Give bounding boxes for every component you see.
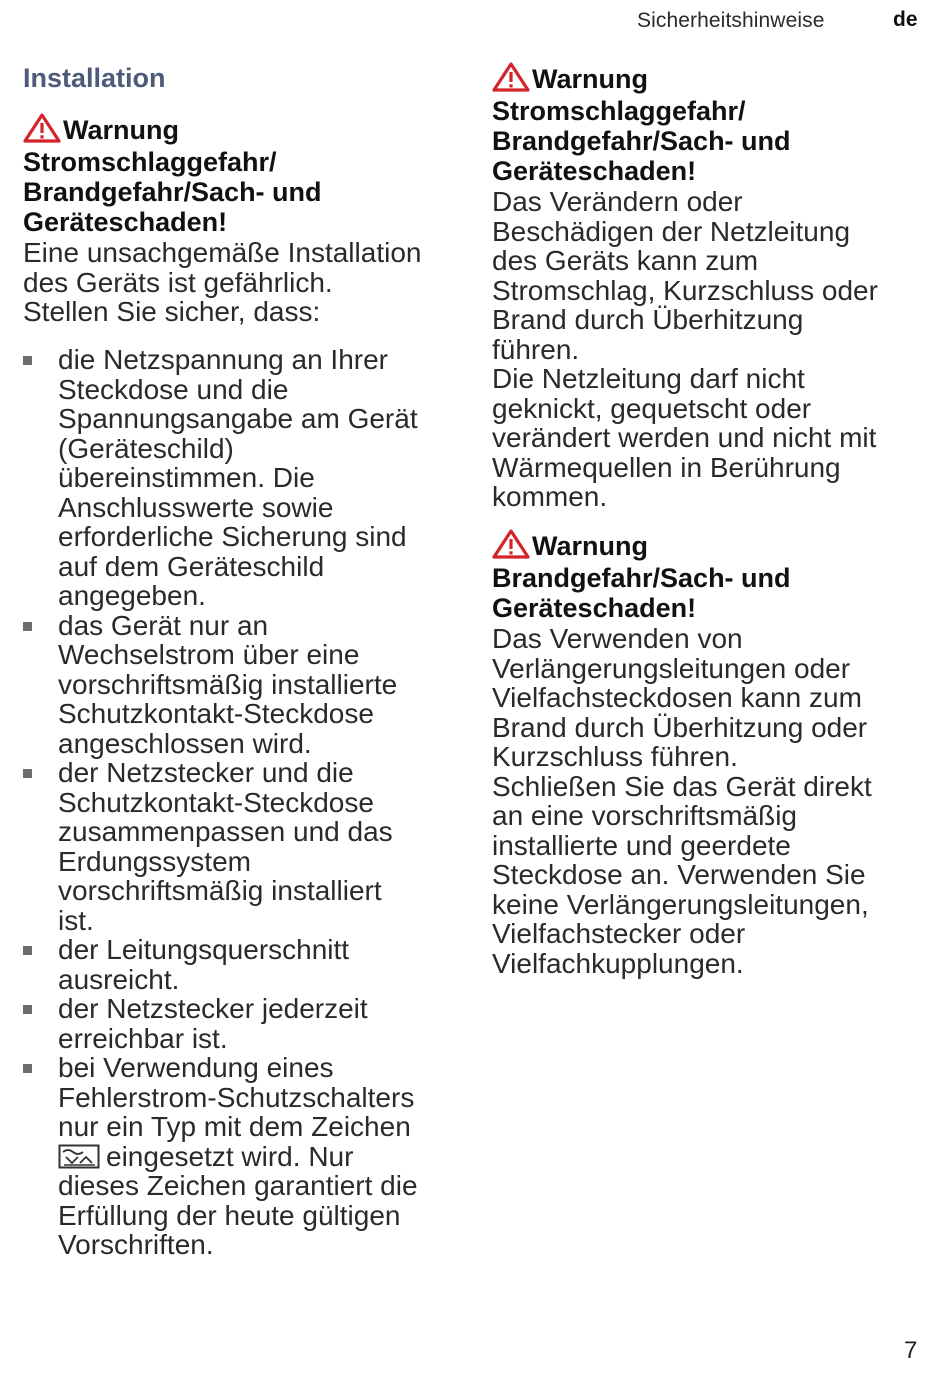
warning-label: Warnung	[63, 115, 179, 145]
list-item-line: vorschriftsmäßig installiert	[58, 875, 382, 906]
warning-title-line: Brandgefahr/Sach- und	[23, 177, 322, 207]
warning-intro	[23, 238, 453, 327]
warning-title-line: Stromschlaggefahr/	[23, 147, 277, 177]
body-line: Vielfachsteckdosen kann zum	[492, 682, 862, 713]
warning-triangle-icon	[23, 113, 61, 143]
body-line: Schließen Sie das Gerät direkt	[492, 770, 872, 802]
list-item-line: übereinstimmen. Die	[58, 462, 315, 493]
body-line: Beschädigen der Netzleitung	[492, 215, 851, 247]
intro-line: Eine unsachgemäße Installation	[23, 237, 422, 268]
warning-heading	[23, 113, 453, 145]
bullet-square-icon	[23, 356, 32, 365]
warning-body	[492, 187, 924, 512]
list-item	[23, 994, 453, 1053]
body-line: Brand durch Überhitzung oder	[492, 711, 868, 743]
list-item-line: Vorschriften.	[58, 1229, 214, 1260]
list-item-line: zusammenpassen und das	[58, 816, 393, 847]
warning-power-cord	[492, 62, 924, 512]
body-line: Steckdose an. Verwenden Sie	[492, 859, 866, 890]
body-line: Die Netzleitung darf nicht	[492, 363, 805, 394]
list-item-line: angegeben.	[58, 580, 206, 611]
list-item-line: Fehlerstrom-Schutzschalters	[58, 1081, 415, 1113]
list-item-line: (Geräteschild)	[58, 432, 234, 464]
warning-label: Warnung	[532, 64, 648, 94]
warning-title	[492, 96, 924, 186]
warning-heading	[492, 529, 924, 561]
list-item-line: Steckdose und die	[58, 373, 289, 405]
warning-title-line: Geräteschaden!	[23, 207, 228, 237]
list-item-line: Spannungsangabe am Gerät	[58, 403, 418, 434]
list-item-line: der Netzstecker jederzeit	[58, 993, 368, 1024]
body-line: Stromschlag, Kurzschluss oder	[492, 274, 878, 306]
warning-label: Warnung	[532, 531, 648, 561]
body-line: des Geräts kann zum	[492, 245, 759, 276]
body-line: geknickt, gequetscht oder	[492, 392, 812, 424]
requirements-list	[23, 345, 453, 1260]
list-item-line: Anschlusswerte sowie	[58, 491, 334, 523]
warning-body	[492, 624, 924, 978]
body-line: Das Verwenden von	[492, 623, 743, 654]
body-line: führen.	[492, 333, 580, 365]
body-line: Vielfachstecker oder	[492, 918, 746, 949]
body-line: Das Verändern oder	[492, 186, 743, 217]
intro-line: Stellen Sie sicher, dass:	[23, 296, 321, 327]
warning-title-line: Brandgefahr/Sach- und	[492, 126, 791, 156]
list-item-line: Schutzkontakt-Steckdose	[58, 698, 374, 729]
bullet-square-icon	[23, 769, 32, 778]
warning-extension-cords	[492, 529, 924, 978]
list-item-line: angeschlossen wird.	[58, 727, 312, 759]
list-item	[23, 611, 453, 759]
list-item-line: ist.	[58, 904, 94, 936]
body-line: kommen.	[492, 481, 608, 512]
list-item	[23, 935, 453, 994]
running-header-section: Sicherheitshinweise	[637, 9, 825, 32]
list-item-line: Schutzkontakt-Steckdose	[58, 786, 374, 818]
bullet-square-icon	[23, 946, 32, 955]
list-item-text: eingesetzt wird. Nur	[106, 1140, 354, 1172]
rcd-symbol-icon	[58, 1144, 100, 1169]
list-item-line: Erfüllung der heute gültigen	[58, 1199, 401, 1231]
bullet-square-icon	[23, 1064, 32, 1073]
list-item-line: Wechselstrom über eine	[58, 639, 360, 670]
list-item-line: dieses Zeichen garantiert die	[58, 1170, 418, 1201]
list-item-line	[58, 1142, 453, 1172]
warning-triangle-icon	[492, 529, 530, 559]
warning-title-line: Stromschlaggefahr/	[492, 96, 746, 126]
warning-title-line: Geräteschaden!	[492, 593, 697, 623]
body-line: verändert werden und nicht mit	[492, 422, 877, 453]
body-line: keine Verlängerungsleitungen,	[492, 888, 869, 920]
list-item	[23, 345, 453, 611]
list-item-line: erreichbar ist.	[58, 1022, 228, 1054]
section-title: Installation	[23, 63, 166, 93]
intro-line: des Geräts ist gefährlich.	[23, 266, 333, 298]
warning-title-line: Geräteschaden!	[492, 156, 697, 186]
body-line: Brand durch Überhitzung	[492, 304, 804, 335]
warning-title-line: Brandgefahr/Sach- und	[492, 563, 791, 593]
list-item-line: der Netzstecker und die	[58, 757, 354, 788]
body-line: an eine vorschriftsmäßig	[492, 800, 798, 831]
list-item-line: auf dem Geräteschild	[58, 550, 325, 582]
body-line: installierte und geerdete	[492, 829, 791, 861]
bullet-square-icon	[23, 622, 32, 631]
list-item-line: die Netzspannung an Ihrer	[58, 344, 388, 375]
list-item	[23, 1053, 453, 1260]
warning-triangle-icon	[492, 62, 530, 92]
list-item-line: der Leitungsquerschnitt	[58, 934, 350, 965]
body-line: Kurzschluss führen.	[492, 741, 738, 772]
list-item-line: nur ein Typ mit dem Zeichen	[58, 1111, 411, 1142]
list-item-line: vorschriftsmäßig installierte	[58, 668, 398, 700]
body-line: Vielfachkupplungen.	[492, 947, 744, 979]
body-line: Verlängerungsleitungen oder	[492, 652, 851, 684]
list-item-line: das Gerät nur an	[58, 609, 269, 641]
language-code: de	[893, 8, 918, 31]
body-line: Wärmequellen in Berührung	[492, 451, 841, 483]
list-item	[23, 758, 453, 935]
warning-heading	[492, 62, 924, 94]
page-number: 7	[904, 1337, 918, 1364]
warning-title	[23, 147, 453, 237]
warning-title	[492, 563, 924, 623]
warning-installation	[23, 113, 453, 327]
list-item-line: erforderliche Sicherung sind	[58, 521, 407, 552]
list-item-line: ausreicht.	[58, 963, 180, 995]
list-item-line: Erdungssystem	[58, 845, 251, 877]
bullet-square-icon	[23, 1005, 32, 1014]
list-item-line: bei Verwendung eines	[58, 1052, 334, 1083]
